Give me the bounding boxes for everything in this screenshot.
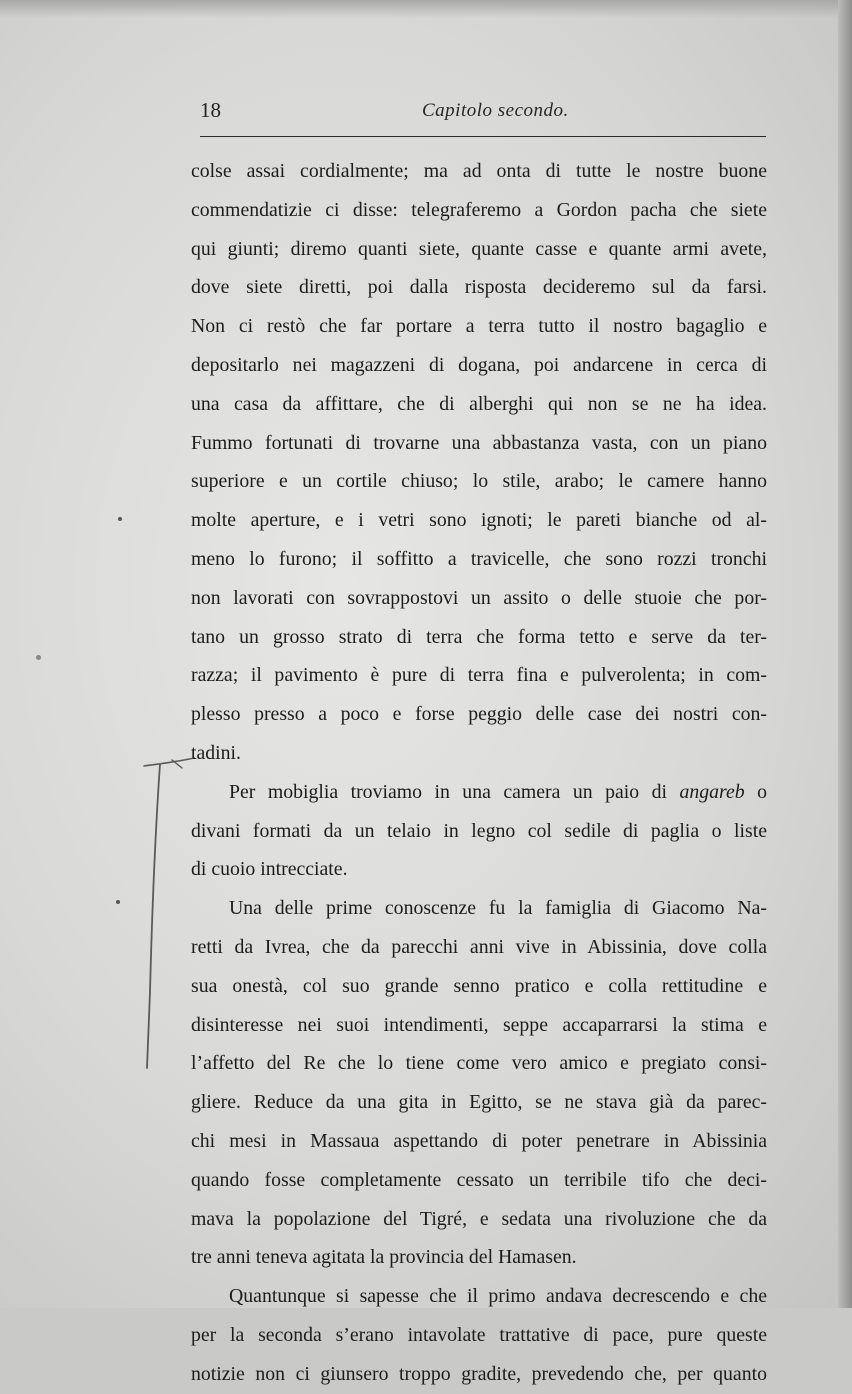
text-line: notizie non ci giunsero troppo gradite, prevedendo che, per quanto [191, 1362, 767, 1385]
text-line: colse assai cordialmente; ma ad onta di tutte le nostre buone [191, 160, 767, 182]
page-header [200, 98, 765, 132]
text-line: Per mobiglia troviamo in una camera un paio di angareb o [229, 780, 767, 803]
text-line: qui giunti; diremo quanti siete, quante casse e quante armi avete, [191, 237, 767, 260]
paper-speck [118, 517, 122, 521]
text-line: una casa da affittare, che di alberghi qui non se ne ha idea. [191, 392, 767, 415]
paper-speck [36, 655, 41, 660]
text-line: disinteresse nei suoi intendimenti, seppe accaparrarsi la stima e [191, 1013, 767, 1036]
italic-word: angareb [679, 780, 745, 803]
text-line: quando fosse completamente cessato un terribile tifo che deci- [191, 1168, 767, 1191]
pencil-margin-mark [138, 752, 198, 1072]
text-line: chi mesi in Massaua aspettando di poter penetrare in Abissinia [191, 1129, 767, 1152]
text-line: plesso presso a poco e forse peggio delle case dei nostri con- [191, 703, 767, 726]
running-head: Capitolo secondo. [422, 100, 569, 121]
body-text [191, 152, 767, 1394]
text-line: divani formati da un telaio in legno col sedile di paglia o liste [191, 819, 767, 842]
text-line: molte aperture, e i vetri sono ignoti; le pareti bianche od al- [191, 509, 767, 532]
text-line: l’affetto del Re che lo tiene come vero amico e pregiato consi- [191, 1052, 767, 1075]
page-right-edge [838, 0, 852, 1308]
text-line: di cuoio intrecciate. [191, 858, 348, 881]
text-line: Non ci restò che far portare a terra tutto il nostro bagaglio e [191, 315, 767, 338]
text-line: tre anni teneva agitata la provincia del Hamasen. [191, 1246, 577, 1269]
text-line: Una delle prime conoscenze fu la famiglia di Giacomo Na- [229, 897, 767, 920]
text-line: tadini. [191, 741, 241, 764]
header-rule [200, 136, 766, 137]
text-line: dove siete diretti, poi dalla risposta decideremo sul da farsi. [191, 276, 767, 299]
page-top-shadow [0, 0, 852, 18]
text-line: depositarlo nei magazzeni di dogana, poi andarcene in cerca di [191, 353, 767, 376]
text-line: commendatizie ci disse: telegraferemo a Gordon pacha che siete [191, 198, 767, 221]
paper-speck [116, 900, 120, 904]
text-line: Fummo fortunati di trovarne una abbastanza vasta, con un piano [191, 431, 767, 454]
text-line: mava la popolazione del Tigré, e sedata una rivoluzione che da [191, 1207, 767, 1230]
text-line: razza; il pavimento è pure di terra fina e pulverolenta; in com- [191, 664, 767, 687]
text-line: sua onestà, col suo grande senno pratico e colla rettitudine e [191, 974, 767, 997]
text-line: tano un grosso strato di terra che forma tetto e serve da ter- [191, 625, 767, 648]
text-line: meno lo furono; il soffitto a travicelle, che sono rozzi tronchi [191, 547, 767, 570]
text-line: gliere. Reduce da una gita in Egitto, se ne stava già da parec- [191, 1091, 767, 1114]
text-line: Quantunque si sapesse che il primo andava decrescendo e che [229, 1285, 767, 1308]
text-line: non lavorati con sovrappostovi un assito o delle stuoie che por- [191, 586, 767, 609]
text-line: retti da Ivrea, che da parecchi anni vive in Abissinia, dove colla [191, 935, 767, 958]
page-number: 18 [200, 98, 221, 122]
text-line: superiore e un cortile chiuso; lo stile, arabo; le camere hanno [191, 470, 767, 493]
text-line: per la seconda s’erano intavolate trattative di pace, pure queste [191, 1323, 767, 1346]
